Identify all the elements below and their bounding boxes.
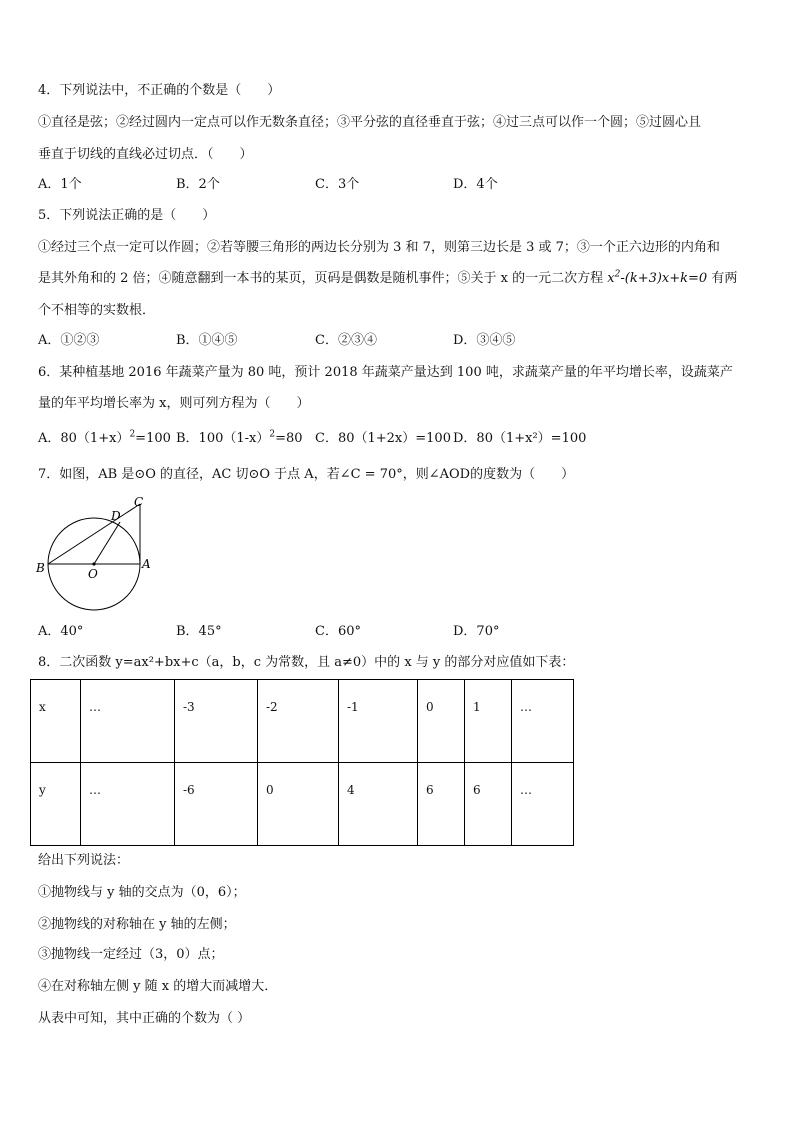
q5-body-line2-text: 是其外角和的 2 倍；④随意翻到一本书的某页，页码是偶数是随机事件；⑤关于 x 的一元二次方程 [38, 271, 604, 286]
table-cell: -2 [258, 680, 339, 763]
table-cell: 0 [418, 680, 465, 763]
table-row [31, 680, 574, 763]
label-o: O [88, 567, 98, 581]
q6-option-a [38, 430, 171, 448]
table-cell: 6 [465, 763, 512, 846]
table-cell: … [512, 680, 574, 763]
q5-body-line1: ①经过三个点一定可以作圆；②若等腰三角形的两边长分别为 3 和 7，则第三边长是 3 或 7；③一个正六边形的内角和 [38, 240, 720, 255]
segment-bc [48, 504, 140, 564]
q6-option-b-tail: =80 [275, 431, 303, 446]
q6-option-b [176, 430, 303, 448]
q7-stem: 7．如图，AB 是⊙O 的直径，AC 切⊙O 于点 A，若∠C = 70°，则∠AOD的度数为（ ） [38, 467, 575, 482]
q5-body-line2 [38, 270, 737, 288]
table-cell: y [31, 763, 81, 846]
table-cell: 4 [339, 763, 418, 846]
q7-option-d: D．70° [453, 624, 500, 639]
table-cell: x [31, 680, 81, 763]
q4-option-d: D．4个 [453, 177, 498, 192]
table-cell: -1 [339, 680, 418, 763]
q8-claim-2: ②抛物线的对称轴在 y 轴的左侧； [38, 917, 236, 932]
q6-option-b-text: B．100（1-x） [176, 431, 270, 446]
table-row [31, 763, 574, 846]
q5-body-line2-tail: 有两 [711, 271, 738, 286]
q7-option-c: C．60° [315, 624, 361, 639]
q8-question: 从表中可知，其中正确的个数为（ ） [38, 1011, 251, 1026]
q5-eq-x: x [607, 271, 615, 286]
q5-option-c: C．②③④ [315, 333, 377, 348]
label-b: B [36, 561, 45, 575]
q5-equation [607, 271, 707, 286]
q6-stem-line2: 量的年平均增长率为 x，则可列方程为（ ） [38, 396, 310, 411]
label-a: A [142, 557, 151, 571]
table-cell: … [81, 763, 175, 846]
q6-option-a-exp: 2 [129, 429, 136, 440]
table-cell: 6 [418, 763, 465, 846]
q5-eq-exp: 2 [614, 269, 621, 280]
q8-intro: 给出下列说法： [38, 853, 130, 868]
q5-option-b: B．①④⑤ [176, 333, 238, 348]
label-d: D [111, 509, 121, 523]
table-cell: … [512, 763, 574, 846]
label-c: C [134, 495, 144, 509]
q5-body-line3: 个不相等的实数根． [38, 303, 156, 318]
q4-stem: 4．下列说法中，不正确的个数是（ ） [38, 83, 281, 98]
q5-option-a: A．①②③ [38, 333, 100, 348]
q6-option-c: C．80（1+2x）=100 [315, 431, 451, 446]
q5-eq-rest: -(k+3)x+k=0 [620, 271, 708, 286]
table-cell: … [81, 680, 175, 763]
q8-claim-1: ①抛物线与 y 轴的交点为（0，6）； [38, 885, 246, 900]
q6-option-a-tail: =100 [135, 431, 171, 446]
q8-claim-3: ③抛物线一定经过（3，0）点； [38, 947, 224, 962]
q8-value-table [30, 679, 574, 846]
q4-option-b: B．2个 [176, 177, 220, 192]
center-point [92, 562, 95, 565]
q4-option-a: A．1个 [38, 177, 82, 192]
table-cell: -3 [175, 680, 258, 763]
q6-option-b-exp: 2 [269, 429, 276, 440]
q6-option-a-text: A．80（1+x） [38, 431, 130, 446]
q6-stem-line1: 6．某种植基地 2016 年蔬菜产量为 80 吨，预计 2018 年蔬菜产量达到 100 吨，求蔬菜产量的年平均增长率，设蔬菜产 [38, 365, 733, 380]
q8-claim-4: ④在对称轴左侧 y 随 x 的增大而减增大． [38, 979, 278, 994]
table-cell: -6 [175, 763, 258, 846]
q8-stem: 8．二次函数 y=ax²+bx+c（a，b，c 为常数，且 a≠0）中的 x 与 y 的部分对应值如下表： [38, 655, 575, 670]
q6-option-d: D．80（1+x²）=100 [453, 431, 587, 446]
q4-option-c: C．3个 [315, 177, 360, 192]
q7-circle-figure [34, 494, 154, 616]
q7-option-b: B．45° [176, 624, 222, 639]
table-cell: 0 [258, 763, 339, 846]
q7-option-a: A．40° [38, 624, 84, 639]
q5-option-d: D．③④⑤ [453, 333, 516, 348]
q4-body-line1: ①直径是弦；②经过圆内一定点可以作无数条直径；③平分弦的直径垂直于弦；④过三点可以作一个圆；⑤过圆心且 [38, 115, 702, 130]
table-cell: 1 [465, 680, 512, 763]
q4-body-line2: 垂直于切线的直线必过切点．（ ） [38, 147, 253, 162]
q5-stem: 5．下列说法正确的是（ ） [38, 208, 216, 223]
segment-od [94, 522, 120, 564]
